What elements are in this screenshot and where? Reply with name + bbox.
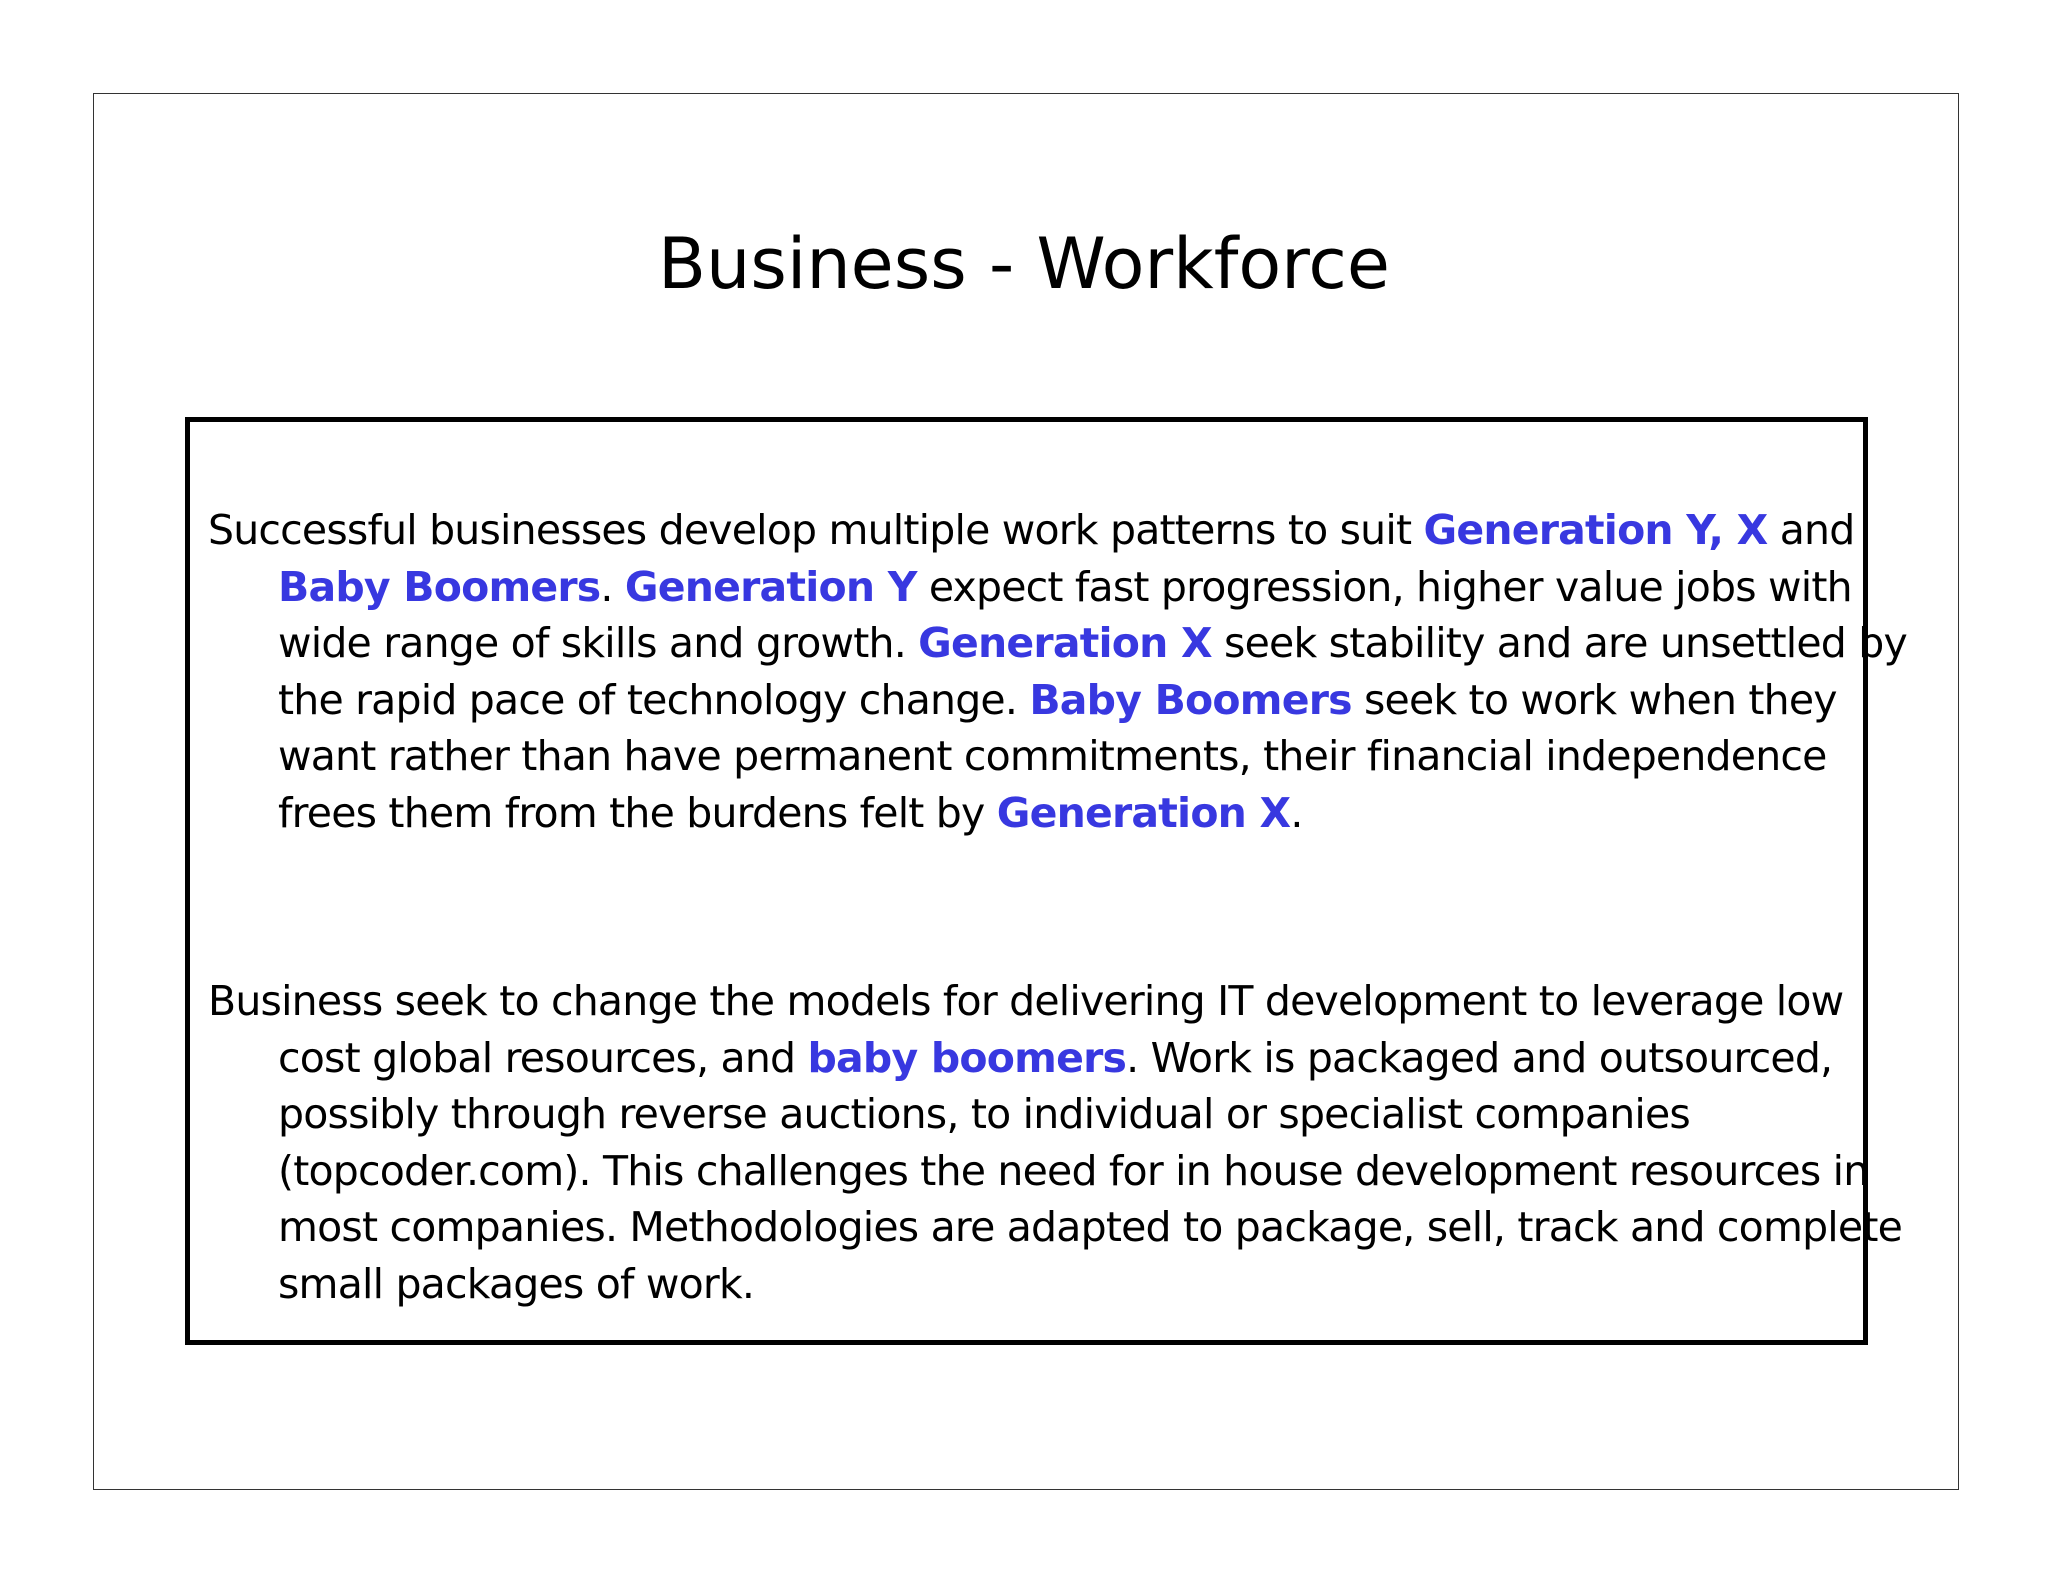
text-segment: seek stability and are unsettled by the rapid pace of technology change. (278, 619, 1907, 724)
highlight-generation-y-x: Generation Y, X (1423, 506, 1768, 554)
text-segment: seek to work when they want rather than have permanent commitments, their financial independence frees them from the burdens felt by (278, 675, 1837, 837)
text-segment: . (1290, 788, 1303, 837)
highlight-baby-boomers: baby boomers (807, 1033, 1127, 1082)
text-segment: . (600, 562, 625, 611)
highlight-baby-boomers: Baby Boomers (278, 562, 601, 611)
paragraph-it-development (208, 973, 1928, 1312)
slide-title: Business - Workforce (658, 223, 1390, 305)
highlight-baby-boomers: Baby Boomers (1029, 675, 1352, 724)
text-segment: and (1767, 506, 1855, 554)
paragraph-generations (208, 502, 1928, 841)
text-segment: Business seek to change the models for delivering IT development to leverage low cost global resources, and (208, 977, 1844, 1082)
highlight-generation-y: Generation Y (624, 562, 917, 611)
text-segment: Successful businesses develop multiple work patterns to suit (208, 506, 1424, 554)
highlight-generation-x: Generation X (996, 788, 1291, 837)
text-segment: . Work is packaged and outsourced, possibly through reverse auctions, to individual or specialist companies (topcoder.com). This challenges the need for in house development resources in most companies. Methodologies are adapted to package, sell, track and complete small packages of work. (278, 1033, 1903, 1308)
highlight-generation-x: Generation X (918, 619, 1212, 667)
text-segment: expect fast progression, higher value jobs with wide range of skills and growth. (278, 562, 1852, 667)
